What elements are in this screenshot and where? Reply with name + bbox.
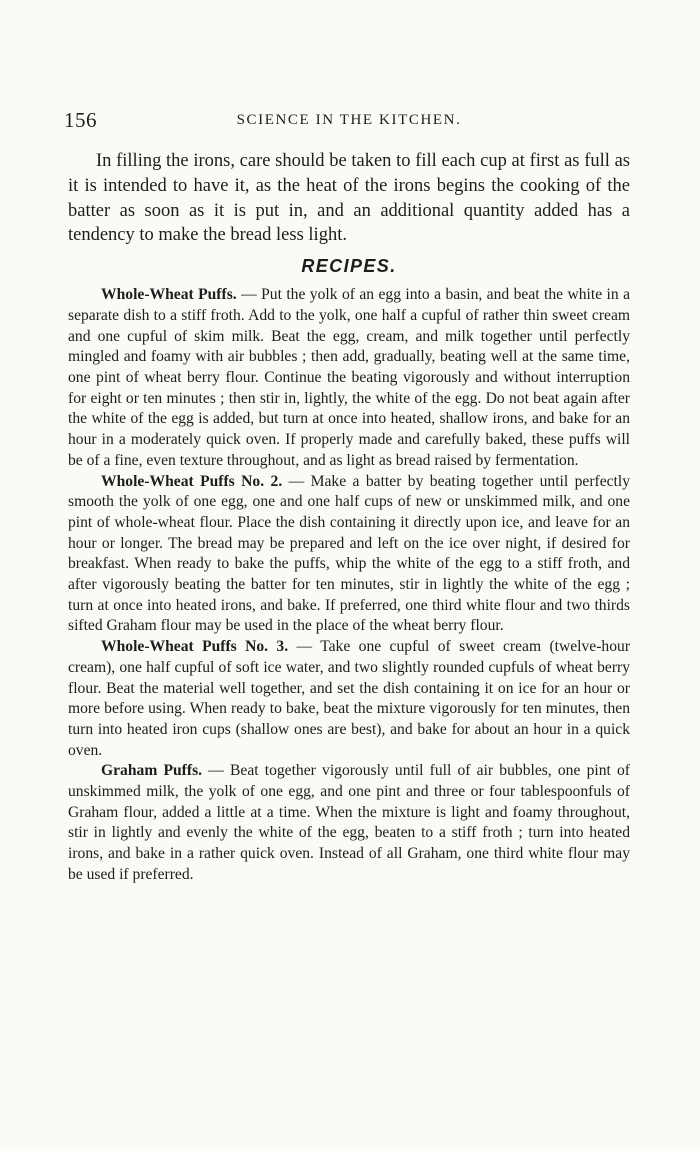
recipe-whole-wheat-puffs-no-3 [68,637,630,761]
recipe-dash: — [202,762,230,780]
intro-paragraph: In filling the irons, care should be taken to fill each cup at first as full as it is intended to have it, as the heat of the irons begins the cooking of the batter as soon as it is put in, and an additional quantity added has a tendency to make the bread less light. [68,151,630,246]
page-number: 156 [64,108,97,132]
book-page [64,108,631,886]
recipe-dash: — [236,286,262,304]
recipe-whole-wheat-puffs-no-2 [68,472,630,638]
recipe-title: Whole-Wheat Puffs. [101,286,237,304]
recipe-title: Whole-Wheat Puffs No. 3. [101,638,289,656]
recipe-body: Put the yolk of an egg into a basin, and beat the white in a separate dish to a stiff froth. Add to the yolk, one half a cupful of rather thin sweet cream and one cupful of skim milk. Beat the egg, cream, and milk together until perfectly mingled and foamy with air bubbles ; then add, gradually, beating well at the same time, one pint of wheat berry flour. Continue the beating vigorously and without interruption for eight or ten minutes ; then stir in, lightly, the white of the egg. Do not beat again after the white of the egg is added, but turn at once into heated, shallow irons, and bake for an hour in a moderately quick oven. If properly made and carefully baked, these puffs will be of a fine, even texture throughout, and as light as bread raised by fermentation. [68,286,631,469]
recipe-body: Make a batter by beating together until perfectly smooth the yolk of one egg, one and one half cups of new or unskimmed milk, and one pint of whole-wheat flour. Place the dish containing it directly upon ice, and leave for an hour or longer. The bread may be prepared and left on the ice over night, if desired for breakfast. When ready to bake the puffs, whip the white of the egg to a stiff froth, and after vigorously beating the batter for ten minutes, stir in lightly the white of the egg ; turn at once into heated irons, and bake. If preferred, one third white flour and two thirds sifted Graham flour may be used in the place of the wheat berry flour. [68,472,631,635]
recipe-dash: — [288,638,321,656]
running-head: SCIENCE IN THE KITCHEN. [236,112,462,128]
page-header [64,108,630,134]
recipe-title: Graham Puffs. [101,762,203,780]
recipe-graham-puffs [68,761,630,885]
recipe-body: Take one cupful of sweet cream (twelve-hour cream), one half cupful of soft ice water, and two slightly rounded cupfuls of wheat berry flour. Beat the material well together, and set the dish containing it on ice for an hour or more before using. When ready to bake, beat the mixture vigorously for ten minutes, then turn into heated iron cups (shallow ones are best), and bake for about an hour in a quick oven. [68,638,631,759]
recipe-title: Whole-Wheat Puffs No. 2. [101,472,283,490]
recipe-body: Beat together vigorously until full of air bubbles, one pint of unskimmed milk, the yolk of one egg, and one pint and three or four tablespoonfuls of Graham flour, added a little at a time. When the mixture is light and foamy throughout, stir in lightly and evenly the white of the egg, beaten to a stiff froth ; turn into heated irons, and bake in a rather quick oven. Instead of all Graham, one third white flour may be used if preferred. [68,762,631,883]
recipe-whole-wheat-puffs [68,285,630,471]
section-heading: RECIPES. [301,256,397,277]
recipe-dash: — [282,472,311,490]
